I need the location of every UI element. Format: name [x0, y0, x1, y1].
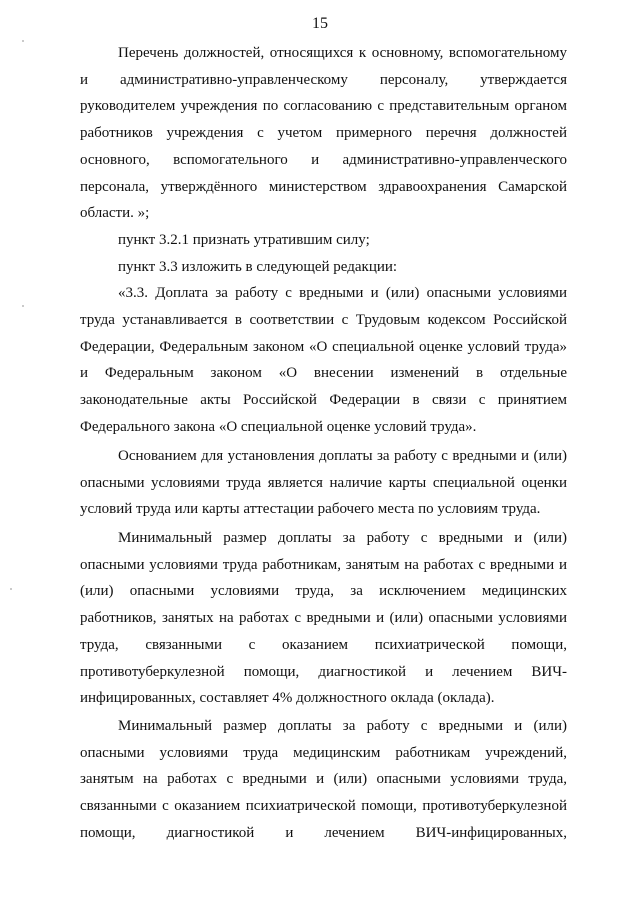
page-number: 15	[312, 15, 328, 32]
margin-speck	[22, 40, 24, 42]
paragraph-item-3-3-intro: пункт 3.3 изложить в следующей редакции:	[118, 258, 398, 275]
paragraph-min-medical: Минимальный размер доплаты за работу с вредными и (или) опасными условиями труда медицинским работникам учреждений, занятым на работах с вредными и (или) опасными условиями труда, связанными с оказанием психиатрической помощи, противотуберкулезной помощи, диагностикой и лечением ВИЧ-инфицированных,	[80, 718, 567, 841]
margin-speck	[10, 588, 12, 590]
paragraph-basis: Основанием для установления доплаты за работу с вредными и (или) опасными условиями труда является наличие карты специальной оценки условий труда или карты аттестации рабочего места по условиям труда.	[80, 448, 567, 518]
paragraph-item-3-3-text: «3.3. Доплата за работу с вредными и (или) опасными условиями труда устанавливается в соответствии с Трудовым кодексом Российской Федерации, Федеральным законом «О специальной оценке условий труда» и Федеральным законом «О внесении изменений в отдельные законодательные акты Российской Федерации в связи с принятием Федерального закона «О специальной оценке условий труда».	[80, 285, 567, 435]
text-block-top	[80, 40, 567, 441]
text-block-min-general	[80, 525, 567, 712]
text-block-basis	[80, 443, 567, 523]
paragraph-min-general: Минимальный размер доплаты за работу с вредными и (или) опасными условиями труда работникам, занятым на работах с вредными и (или) опасными условиями труда, за исключением медицинских работников, занятых на работах с вредными и (или) опасными условиями труда, связанными с оказанием психиатрической помощи, противотуберкулезной помощи, диагностикой и лечением ВИЧ-инфицированных, составляет 4% должностного оклада (оклада).	[80, 530, 567, 707]
margin-speck	[22, 305, 24, 307]
text-block-min-medical	[80, 713, 567, 847]
paragraph-staff-list: Перечень должностей, относящихся к основному, вспомогательному и административно-управленческому персоналу, утверждается руководителем учреждения по согласованию с представительным органом работников учреждения с учетом примерного перечня должностей основного, вспомогательного и административно-управленческого персонала, утверждённого министерством здравоохранения Самарской области. »;	[80, 45, 567, 222]
paragraph-item-3-2-1: пункт 3.2.1 признать утратившим силу;	[118, 231, 370, 248]
